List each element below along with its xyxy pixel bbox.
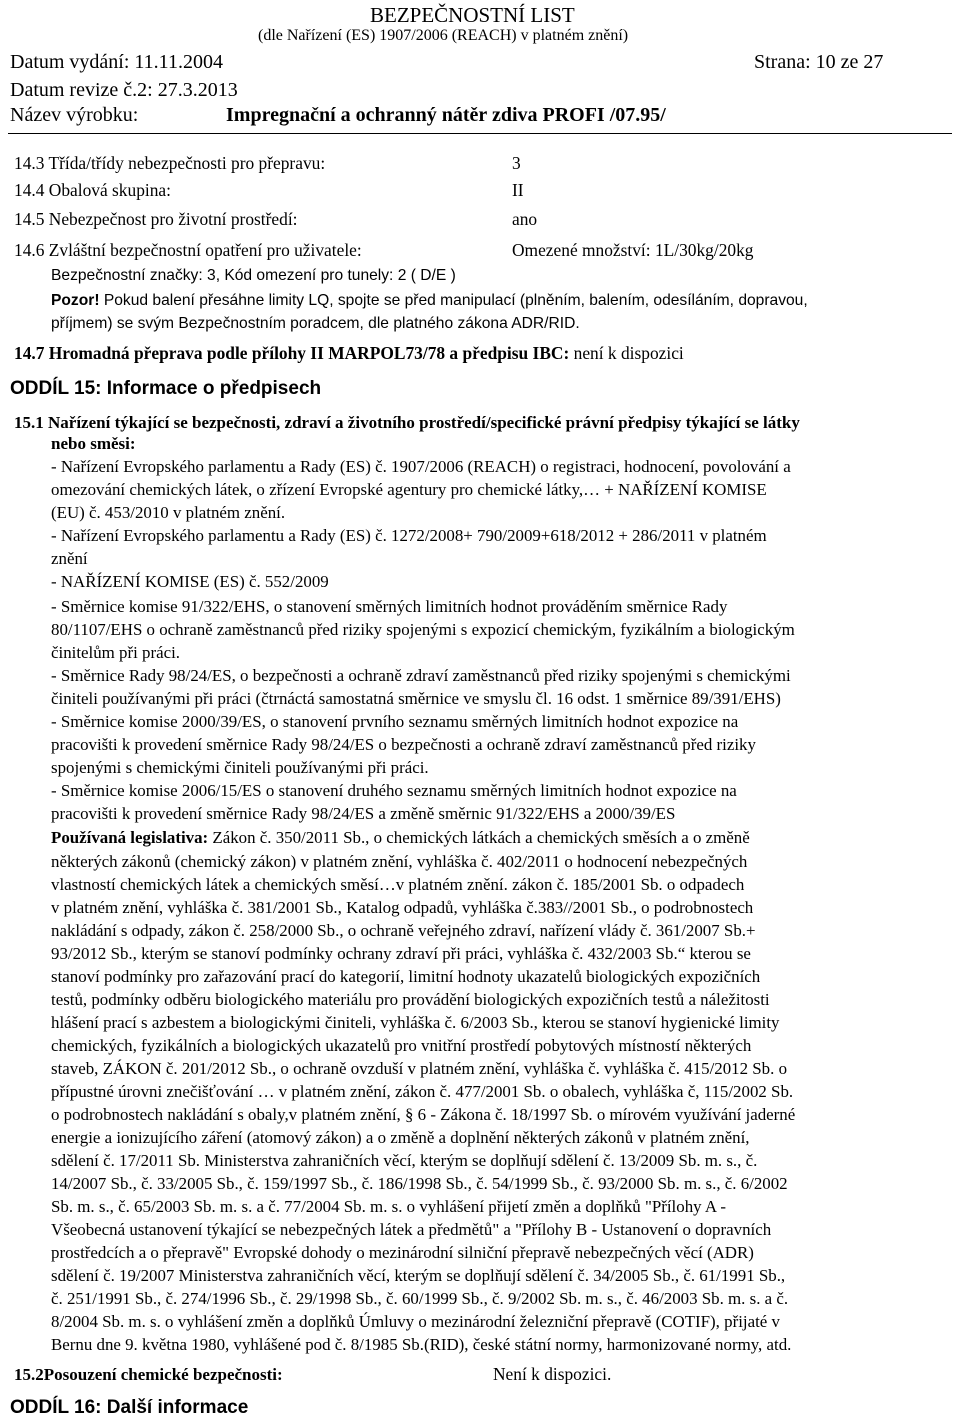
regulation-line: - Nařízení Evropského parlamentu a Rady (ES) č. 1907/2006 (REACH) o registraci, hodnocení, povolování a — [51, 457, 791, 476]
legislation-line: nakládání s odpady, zákon č. 258/2000 Sb., o ochraně veřejného zdraví, nařízení vlády č. 361/2007 Sb.+ — [51, 921, 756, 940]
legislation-line: o podrobnostech nakládání s obaly,v platném znění, § 6 - Zákona č. 18/1997 Sb. o mírovém využívání jaderné — [51, 1105, 796, 1124]
safety-marks-line: Bezpečnostní značky: 3, Kód omezení pro tunely: 2 ( D/E ) — [51, 267, 456, 284]
regulation-line: - Směrnice komise 2000/39/ES, o stanovení prvního seznamu směrných limitních hodnot expozice na — [51, 712, 739, 731]
row-14-3-value: 3 — [512, 153, 521, 173]
row-14-4-label: 14.4 Obalová skupina: — [14, 180, 171, 200]
regulation-line: (EU) č. 453/2010 v platném znění. — [51, 503, 286, 522]
warning-text-1: Pokud balení přesáhne limity LQ, spojte se před manipulací (plněním, balením, odesíláním, dopravou, — [99, 292, 808, 309]
regulation-line: pracovišti k provedení směrnice Rady 98/24/ES o bezpečnosti a ochraně zdraví zaměstnanců před riziky — [51, 735, 756, 754]
row-14-5-value: ano — [512, 209, 538, 229]
legislation-line: některých zákonů (chemický zákon) v platném znění, vyhláška č. 402/2011 o hodnocení nebezpečných — [51, 852, 748, 871]
regulation-line: - Nařízení Evropského parlamentu a Rady (ES) č. 1272/2008+ 790/2009+618/2012 + 286/2011 v platném — [51, 526, 767, 545]
regulation-line: - Směrnice komise 2006/15/ES o stanovení druhého seznamu směrných limitních hodnot expozice na — [51, 781, 737, 800]
regulation-line: - Směrnice komise 91/322/EHS, o stanovení směrných limitních hodnot prováděním směrnice Rady — [51, 597, 728, 616]
legislation-line: přípustné úrovni znečišťování … v platném znění, zákon č. 477/2001 Sb. o obalech, vyhláška č, 115/2002 Sb. — [51, 1082, 794, 1101]
regulation-line: 80/1107/EHS o ochraně zaměstnanců před riziky spojenými s expozicí chemickým, fyzikálním a biologickým — [51, 620, 795, 639]
legislation-line: v platném znění, vyhláška č. 381/2001 Sb., Katalog odpadů, vyhláška č.383//2001 Sb., o podrobnostech — [51, 898, 754, 917]
legislation-line: hlášení prací s azbestem a biologickými činiteli, vyhláška č. 6/2003 Sb., kterou se stanoví hygienické limity — [51, 1013, 780, 1032]
product-name: Impregnační a ochranný nátěr zdiva PROFI /07.95/ — [226, 104, 666, 126]
legislation-first-line — [51, 827, 750, 849]
legislation-line: sdělení č. 19/2007 Ministerstva zahraničních věcí, kterým se doplňují sdělení č. 34/2005 Sb., č. 61/1991 Sb., — [51, 1266, 786, 1285]
warning-line-2: příjmem) se svým Bezpečnostním poradcem, dle platného zákona ADR/RID. — [51, 315, 580, 332]
row-14-6-value: Omezené množství: 1L/30kg/20kg — [512, 240, 754, 260]
row-14-5-label: 14.5 Nebezpečnost pro životní prostředí: — [14, 209, 298, 229]
warning-line-1 — [51, 290, 808, 311]
row-15-2-value: Není k dispozici. — [493, 1364, 612, 1384]
section-16-title: ODDÍL 16: Další informace — [10, 1397, 249, 1418]
regulation-line: spojenými s chemickými činiteli používanými při práci. — [51, 758, 429, 777]
row-14-7 — [14, 343, 684, 364]
legislation-line: 14/2007 Sb., č. 33/2005 Sb., č. 159/1997 Sb., č. 186/1998 Sb., č. 54/1999 Sb., č. 93/2000 Sb. m. s., č. 6/2002 — [51, 1174, 788, 1193]
warning-label: Pozor! — [51, 292, 100, 309]
legislation-line: Bernu dne 9. května 1980, vyhlášené pod č. 8/1985 Sb.(RID), české státní normy, harmonizované normy, atd. — [51, 1335, 792, 1354]
document-title: BEZPEČNOSTNÍ LIST — [370, 3, 575, 27]
row-14-6-label: 14.6 Zvláštní bezpečnostní opatření pro uživatele: — [14, 240, 362, 260]
regulation-line: činitelům při práci. — [51, 643, 180, 662]
row-14-3-label: 14.3 Třída/třídy nebezpečnosti pro přepravu: — [14, 153, 326, 173]
product-label: Název výrobku: — [10, 104, 139, 126]
regulation-line: znění — [51, 549, 88, 568]
legislation-line: č. 251/1991 Sb., č. 274/1996 Sb., č. 29/1998 Sb., č. 60/1999 Sb., č. 9/2002 Sb. m. s., č. 46/2003 Sb. m. s. a č. — [51, 1289, 789, 1308]
section-15-title: ODDÍL 15: Informace o předpisech — [10, 378, 322, 399]
row-15-1-heading-2: nebo směsi: — [51, 434, 136, 453]
legislation-line: staveb, ZÁKON č. 201/2012 Sb., o ochraně ovzduší v platném znění, vyhláška č. vyhláška č. 415/2012 Sb. o — [51, 1059, 788, 1078]
regulation-line: - Směrnice Rady 98/24/ES, o bezpečnosti a ochraně zdraví zaměstnanců před riziky spojenými s chemickými — [51, 666, 791, 685]
regulation-line: pracovišti k provedení směrnice Rady 98/24/ES a změně směrnic 91/322/EHS a 2000/39/ES — [51, 804, 676, 823]
regulation-line: činiteli používanými při práci (čtrnáctá samostatná směrnice ve smyslu čl. 16 odst. 1 směrnice 89/391/EHS) — [51, 689, 781, 708]
issue-date: Datum vydání: 11.11.2004 — [10, 51, 223, 73]
legislation-first-text: Zákon č. 350/2011 Sb., o chemických látkách a chemických směsích a o změně — [208, 828, 750, 847]
row-14-7-value: není k dispozici — [569, 343, 684, 363]
legislation-label: Používaná legislativa: — [51, 828, 209, 847]
header-divider — [8, 133, 952, 134]
legislation-line: Sb. m. s., č. 65/2003 Sb. m. s. a č. 77/2004 Sb. m. s. o vyhlášení přijetí změn a doplňků "Přílohy A - — [51, 1197, 726, 1216]
legislation-line: energie a ionizujícího záření (atomový zákon) a o změně a doplnění některých zákonů v platném znění, — [51, 1128, 750, 1147]
row-14-7-label: 14.7 Hromadná přeprava podle přílohy II MARPOL73/78 a předpisu IBC: — [14, 343, 570, 363]
legislation-line: vlastností chemických látek a chemických směsí…v platném znění. zákon č. 185/2001 Sb. o odpadech — [51, 875, 745, 894]
legislation-line: stanoví podmínky pro zařazování prací do kategorií, limitní hodnoty ukazatelů biologických expozičních — [51, 967, 761, 986]
regulation-line: - NAŘÍZENÍ KOMISE (ES) č. 552/2009 — [51, 572, 329, 591]
legislation-line: testů, podmínky odběru biologického materiálu pro provádění biologických expozičních testů a náležitosti — [51, 990, 770, 1009]
legislation-line: chemických, fyzikálních a biologických ukazatelů pro vnitřní prostředí pobytových místností některých — [51, 1036, 752, 1055]
legislation-line: sdělení č. 17/2011 Sb. Ministerstva zahraničních věcí, kterým se doplňují sdělení č. 13/2009 Sb. m. s., č. — [51, 1151, 758, 1170]
legislation-line: 8/2004 Sb. m. s. o vyhlášení změn a doplňků Úmluvy o mezinárodní železniční přepravě (COTIF), přijaté v — [51, 1312, 780, 1331]
row-14-4-value: II — [512, 180, 524, 200]
legislation-line: prostředcích a o přepravě" Evropské dohody o mezinárodní silniční přepravě nebezpečných věcí (ADR) — [51, 1243, 754, 1262]
revision-date: Datum revize č.2: 27.3.2013 — [10, 79, 238, 101]
row-15-2-label: 15.2Posouzení chemické bezpečnosti: — [14, 1365, 283, 1384]
legislation-line: 93/2012 Sb., kterým se stanoví podmínky ochrany zdraví při práci, vyhláška č. 432/2003 Sb.“ kterou se — [51, 944, 751, 963]
legislation-line: Všeobecná ustanovení týkající se nebezpečných látek a předmětů" a "Přílohy B - Ustanovení o dopravních — [51, 1220, 772, 1239]
row-15-1-heading-1: 15.1 Nařízení týkající se bezpečnosti, zdraví a životního prostředí/specifické právní předpisy týkající se látky — [14, 413, 800, 432]
page-number: Strana: 10 ze 27 — [754, 51, 884, 73]
regulation-line: omezování chemických látek, o zřízení Evropské agentury pro chemické látky,… + NAŘÍZENÍ KOMISE — [51, 480, 767, 499]
document-subtitle: (dle Nařízení (ES) 1907/2006 (REACH) v platném znění) — [258, 27, 629, 44]
